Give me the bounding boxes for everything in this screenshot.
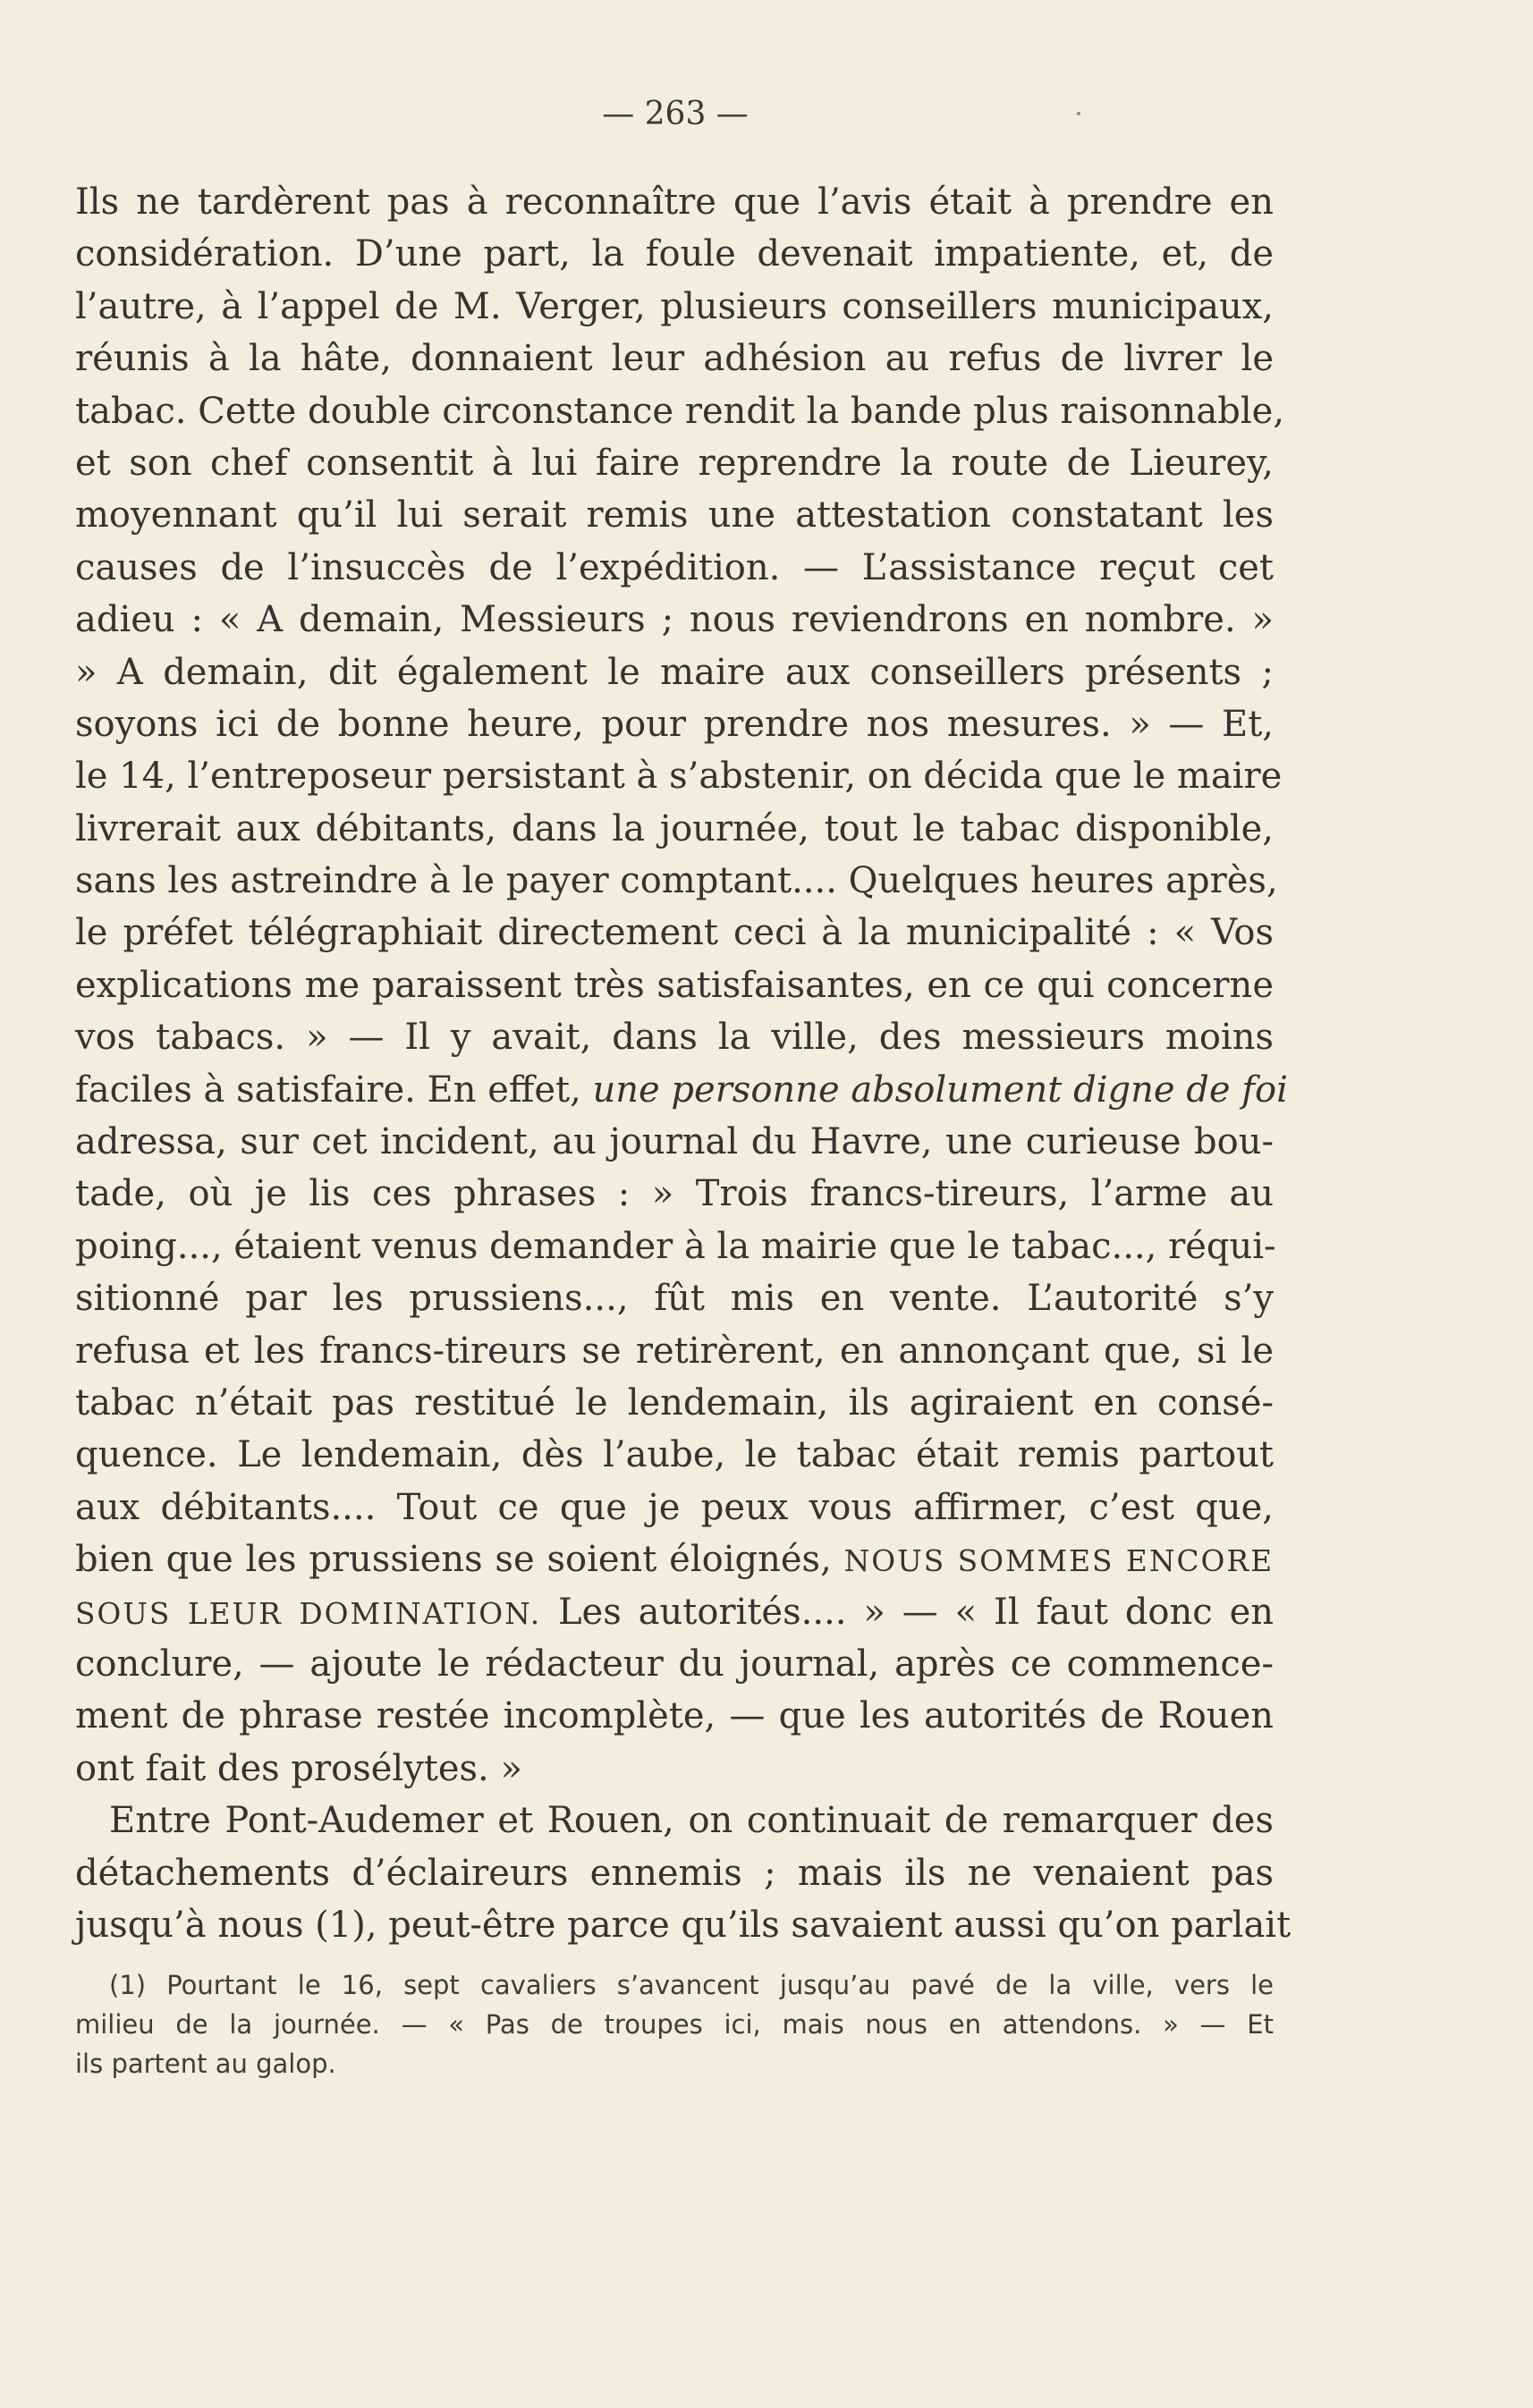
text-run: adieu : « A demain, Messieurs ; nous reviendrons en nombre. » <box>75 599 1274 641</box>
text-line <box>75 803 1274 855</box>
text-run: et son chef consentit à lui faire reprendre la route de Lieurey, <box>75 442 1274 484</box>
text-line <box>75 698 1274 750</box>
text-line <box>75 1638 1274 1690</box>
text-run: SOUS LEUR DOMINATION. <box>75 1596 542 1631</box>
text-line <box>75 542 1274 594</box>
text-line <box>75 1272 1274 1324</box>
text-line <box>75 228 1274 280</box>
text-line <box>75 1377 1274 1429</box>
text-run: ment de phrase restée incomplète, — que les autorités de Rouen <box>75 1695 1274 1737</box>
text-line <box>75 1429 1274 1481</box>
text-run: considération. D’une part, la foule devenait impatiente, et, de <box>75 233 1274 275</box>
text-line <box>75 1011 1274 1063</box>
text-run: tabac n’était pas restitué le lendemain, ils agiraient en consé- <box>75 1381 1274 1424</box>
text-line <box>75 959 1274 1011</box>
text-line <box>75 907 1274 959</box>
text-line <box>75 1325 1274 1377</box>
footnote-line: ils partent au galop. <box>75 2049 336 2079</box>
text-run: sans les astreindre à le payer comptant.... Quelques heures après, <box>75 860 1278 902</box>
text-run: livrerait aux débitants, dans la journée, tout le tabac disponible, <box>75 807 1274 849</box>
text-line <box>75 385 1285 437</box>
text-run: l’autre, à l’appel de M. Verger, plusieurs conseillers municipaux, <box>75 285 1274 327</box>
text-line <box>75 281 1274 333</box>
text-line <box>75 750 1283 802</box>
text-run: conclure, — ajoute le rédacteur du journal, après ce commence- <box>75 1643 1274 1685</box>
text-run: adressa, sur cet incident, au journal du Havre, une curieuse bou- <box>75 1121 1274 1163</box>
text-line <box>75 1899 1292 1951</box>
text-line <box>75 1116 1274 1168</box>
footnote-line: milieu de la journée. — « Pas de troupes ici, mais nous en attendons. » — Et <box>75 2009 1274 2040</box>
text-line <box>75 1690 1274 1742</box>
text-line <box>75 855 1278 907</box>
text-run: le 14, l’entreposeur persistant à s’abstenir, on décida que le maire <box>75 756 1283 798</box>
text-run: ont fait des prosélytes. » <box>75 1747 522 1789</box>
text-line <box>75 1795 1274 1846</box>
text-line <box>75 437 1274 489</box>
text-run: explications me paraissent très satisfaisantes, en ce qui concerne <box>75 964 1274 1006</box>
footnotes <box>75 1965 1274 2083</box>
text-line <box>75 176 1274 228</box>
text-run: moyennant qu’il lui serait remis une attestation constatant les <box>75 494 1274 537</box>
text-run: refusa et les francs-tireurs se retirèrent, en annonçant que, si le <box>75 1330 1274 1372</box>
text-line <box>75 489 1274 541</box>
text-line <box>75 1847 1274 1899</box>
text-line <box>75 1064 1288 1116</box>
text-line <box>75 1482 1274 1534</box>
text-run: poing..., étaient venus demander à la mairie que le tabac..., réqui- <box>75 1225 1276 1267</box>
page-number: — 263 — <box>602 96 749 132</box>
text-run: sitionné par les prussiens..., fût mis en vente. L’autorité s’y <box>75 1278 1274 1320</box>
text-line <box>75 1586 1274 1638</box>
text-run: jusqu’à nous (1), peut-être parce qu’ils savaient aussi qu’on parlait <box>75 1904 1292 1946</box>
text-line <box>75 594 1274 646</box>
text-run: faciles à satisfaire. En effet, <box>75 1069 593 1111</box>
text-run: le préfet télégraphiait directement ceci à la municipalité : « Vos <box>75 912 1274 954</box>
text-line <box>75 333 1274 384</box>
text-run: NOUS SOMMES ENCORE <box>843 1544 1274 1579</box>
footnote-line: (1) Pourtant le 16, sept cavaliers s’avancent jusqu’au pavé de la ville, vers le <box>109 1970 1274 2000</box>
text-line <box>75 646 1274 698</box>
text-run: causes de l’insuccès de l’expédition. — L’assistance reçut cet <box>75 546 1274 588</box>
text-run: tade, où je lis ces phrases : » Trois francs-tireurs, l’arme au <box>75 1173 1274 1215</box>
text-run: tabac. Cette double circonstance rendit la bande plus raisonnable, <box>75 390 1285 432</box>
text-run: Les autorités.... » — « Il faut donc en <box>541 1591 1275 1633</box>
text-run: détachements d’éclaireurs ennemis ; mais ils ne venaient pas <box>75 1852 1274 1894</box>
text-line <box>75 1534 1274 1585</box>
text-line <box>75 1743 1274 1795</box>
text-run: Entre Pont-Audemer et Rouen, on continuait de remarquer des <box>109 1800 1274 1842</box>
text-run: » A demain, dit également le maire aux conseillers présents ; <box>75 651 1274 693</box>
text-run: Ils ne tardèrent pas à reconnaître que l’avis était à prendre en <box>75 182 1274 223</box>
text-line <box>75 1221 1274 1272</box>
text-run: réunis à la hâte, donnaient leur adhésion au refus de livrer le <box>75 338 1274 380</box>
text-run: bien que les prussiens se soient éloignés, <box>75 1539 844 1581</box>
text-run: une personne absolument digne de foi <box>592 1069 1288 1111</box>
text-line <box>75 1168 1274 1220</box>
text-run: soyons ici de bonne heure, pour prendre nos mesures. » — Et, <box>75 703 1274 745</box>
text-run: aux débitants.... Tout ce que je peux vous affirmer, c’est que, <box>75 1486 1274 1528</box>
body-text <box>75 176 1292 1951</box>
text-run: vos tabacs. » — Il y avait, dans la ville, des messieurs moins <box>75 1017 1274 1059</box>
text-run: quence. Le lendemain, dès l’aube, le tabac était remis partout <box>75 1434 1274 1476</box>
